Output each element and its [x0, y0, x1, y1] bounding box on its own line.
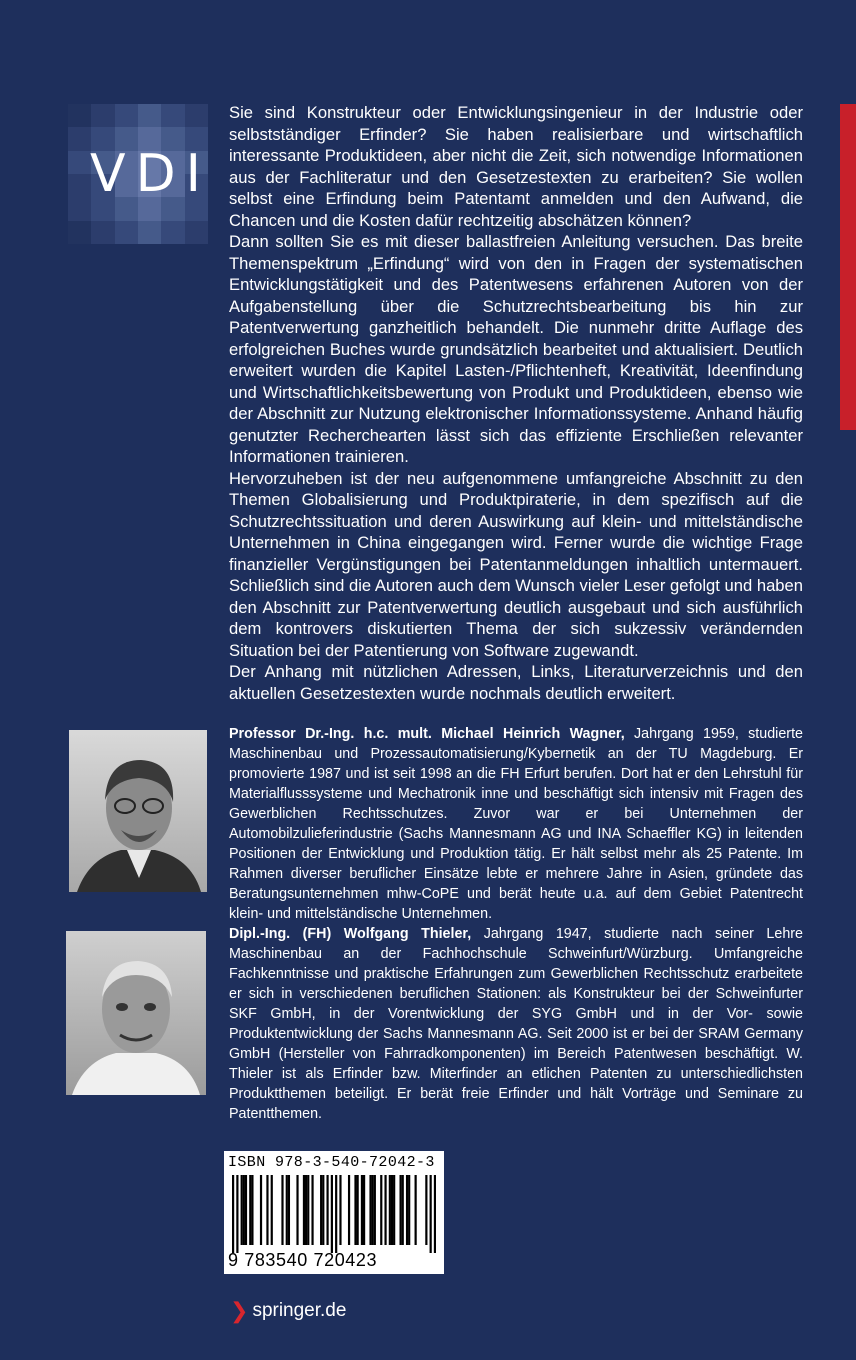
logo-pixel [68, 104, 91, 127]
chevron-right-icon: ❯ [230, 1298, 249, 1323]
barcode-bar [430, 1175, 432, 1253]
logo-pixel [68, 151, 91, 174]
logo-pixel [115, 221, 138, 244]
author-bio: Jahrgang 1959, studierte Maschinenbau und Prozessautomatisierung/Kybernetik an der TU Magdeburg. Er promovierte 1987 und ist seit 1998 an die FH Erfurt berufen. Dort hat er den Lehrstuhl für Materialflusssysteme und Mechatronik inne und beschäftigt sich intensiv mit Fragen des Gewerblichen Rechtsschutzes. Zuvor war er bei Unternehmen der Automobilzulieferindustrie (Sachs Mannesmann AG und INA Schaeffler KG) in leitenden Positionen der Entwicklung und Produktion tätig. Er hält selbst mehr als 25 Patente. Im Rahmen diverser beruflicher Einsätze lebte er mehrere Jahre in Asien, gründete das Beratungsunternehmen mhw-CoPE und berät heute u.a. auf dem Gebiet Patentrecht klein- und mittelständische Unternehmen. [229, 726, 803, 922]
barcode-bar [399, 1175, 401, 1245]
author-name: Dipl.-Ing. (FH) Wolfgang Thieler, [229, 926, 472, 942]
barcode-bar [288, 1175, 290, 1245]
blurb-text [229, 102, 803, 704]
logo-pixel [185, 221, 208, 244]
barcode-bar [406, 1175, 408, 1245]
logo-pixel [91, 104, 114, 127]
logo-pixel [68, 197, 91, 220]
barcode-bar [271, 1175, 273, 1245]
red-accent-bar [840, 104, 856, 430]
barcode-bar [408, 1175, 410, 1245]
author-bio: Jahrgang 1947, studierte nach seiner Lehre Maschinenbau an der Fachhochschule Schweinfurt/Würzburg. Umfangreiche Fachkenntnisse und praktische Erfahrungen zum Gewerblichen Rechtsschutz erarbeitete er sich in verschiedenen beruflichen Stationen: als Konstrukteur bei der Schweinfurter SKF GmbH, in der Vorentwicklung der SYG GmbH und in der Vor- sowie Produktentwicklung der Sachs Mannesmann AG. Seit 2000 ist er bei der SRAM Germany GmbH (Hersteller von Fahrradkomponenten) im Bereich Patentwesen beschäftigt. W. Thieler ist als Erfinder bzw. Miterfinder an etlichen Patenten zu unterschiedlichsten Produktthemen beteiligt. Er berät freie Erfinder und hält Vorträge und Seminare zu Patentthemen. [229, 926, 803, 1122]
logo-pixel [68, 127, 91, 150]
barcode-bar [339, 1175, 341, 1245]
barcode-bar [331, 1175, 333, 1253]
barcode-bar [311, 1175, 313, 1245]
publisher-url: springer.de [252, 1300, 347, 1321]
barcode-bar [384, 1175, 386, 1245]
barcode-bar [260, 1175, 262, 1245]
logo-pixel [91, 221, 114, 244]
logo-pixel [68, 174, 91, 197]
barcode-bar [249, 1175, 251, 1245]
barcode-bar [374, 1175, 376, 1245]
barcode-bar [415, 1175, 417, 1245]
isbn-label: ISBN 978-3-540-72042-3 [228, 1154, 435, 1171]
author-bio-thieler [229, 924, 803, 1124]
barcode-bar [307, 1175, 309, 1245]
barcode-bar [434, 1175, 436, 1253]
barcode-bar [363, 1175, 365, 1245]
barcode-bar [305, 1175, 307, 1245]
logo-pixel [161, 221, 184, 244]
publisher-link[interactable] [230, 1298, 346, 1324]
barcode-bar [251, 1175, 253, 1245]
barcode-bar [361, 1175, 363, 1245]
barcode-bar [320, 1175, 322, 1245]
barcode-bar [322, 1175, 324, 1245]
barcode-bar [266, 1175, 268, 1245]
barcode-bar [245, 1175, 247, 1245]
barcode-bar [348, 1175, 350, 1245]
barcode-bar [303, 1175, 305, 1245]
logo-pixel [185, 104, 208, 127]
barcode-bar [391, 1175, 393, 1245]
vdi-logo [68, 104, 211, 244]
barcode-bar [393, 1175, 395, 1245]
author-photo-thieler [66, 931, 206, 1095]
barcode-bar [236, 1175, 238, 1253]
barcode-bar [243, 1175, 245, 1245]
barcode-bar [380, 1175, 382, 1245]
author-bio-wagner [229, 724, 803, 924]
barcode-bar [372, 1175, 374, 1245]
barcode-bar [296, 1175, 298, 1245]
author-name: Professor Dr.-Ing. h.c. mult. Michael Heinrich Wagner, [229, 726, 625, 742]
barcode-bar [286, 1175, 288, 1245]
author-photo-wagner [69, 730, 207, 892]
barcode-bar [232, 1175, 234, 1253]
barcode-bar [357, 1175, 359, 1245]
blurb-paragraph: Der Anhang mit nützlichen Adressen, Links, Literaturverzeichnis und den aktuellen Gesetzestexten wurde nochmals deutlich erweitert. [229, 662, 803, 703]
blurb-paragraph: Dann sollten Sie es mit dieser ballastfreien Anleitung versuchen. Das breite Themenspektrum „Erfindung“ wird von den in Fragen der systematischen Entwicklungstätigkeit und des Patentwesens erfahrenen Autoren von der Aufgabenstellung über die Schutzrechtsbearbeitung bis hin zur Patentverwertung ganzheitlich behandelt. Die nunmehr dritte Auflage des erfolgreichen Buches wurde grundsätzlich bearbeitet und aktualisiert. Deutlich erweitert wurden die Kapitel Lasten-/Pflichtenheft, Kreativität, Ideenfindung und Wirtschaftlichkeitsbewertung von Produkt und Produktideen, ebenso wie der Abschnitt zur Nutzung elektronischer Informationssysteme. Anhand häufig genutzter Recherchearten lässt sich das effiziente Erschließen relevanter Informationen trainieren. [229, 232, 803, 466]
barcode-bar [354, 1175, 356, 1245]
logo-pixel [68, 221, 91, 244]
logo-pixel [161, 104, 184, 127]
barcode-bar [241, 1175, 243, 1245]
logo-pixel [138, 221, 161, 244]
barcode-bar [369, 1175, 371, 1245]
barcode-bar [326, 1175, 328, 1245]
barcode-bar [281, 1175, 283, 1245]
barcode-bars [232, 1175, 436, 1253]
logo-pixel [138, 104, 161, 127]
isbn-barcode [224, 1151, 444, 1274]
blurb-paragraph: Sie sind Konstrukteur oder Entwicklungsingenieur in der Industrie oder selbstständiger Erfinder? Sie haben realisierbare und wirtschaftlich interessante Produktideen, aber nicht die Zeit, sich notwendige Informationen aus der Fachliteratur und den Gesetzestexten zu erarbeiten? Sie wollen selbst eine Erfindung beim Patentamt anmelden und den Aufwand, die Chancen und die Kosten dafür rechtzeitig abschätzen können? [229, 103, 803, 230]
barcode-bar [335, 1175, 337, 1253]
barcode-bar [425, 1175, 427, 1245]
isbn-digits: 9 783540 720423 [228, 1250, 378, 1270]
barcode-bar [389, 1175, 391, 1245]
barcode-bar [402, 1175, 404, 1245]
blurb-paragraph: Hervorzuheben ist der neu aufgenommene umfangreiche Abschnitt zu den Themen Globalisierung und Produktpiraterie, in dem spezifisch auf die Schutzrechtssituation und deren Auswirkung auf klein- und mittelständische Unternehmen in China eingegangen wird. Ferner wurde die wichtige Frage finanzieller Vergünstigungen bei Patentanmeldungen inhaltlich untermauert. Schließlich sind die Autoren auch dem Wunsch vieler Leser gefolgt und haben den Abschnitt zur Patentverwertung deutlich ausgebaut und sich ausführlich dem kontrovers diskutierten Thema der sich sukzessiv verändernden Situation bei der Patentierung von Software zugewandt. [229, 468, 803, 660]
logo-pixel [115, 104, 138, 127]
logo-text: VDI [90, 144, 211, 204]
